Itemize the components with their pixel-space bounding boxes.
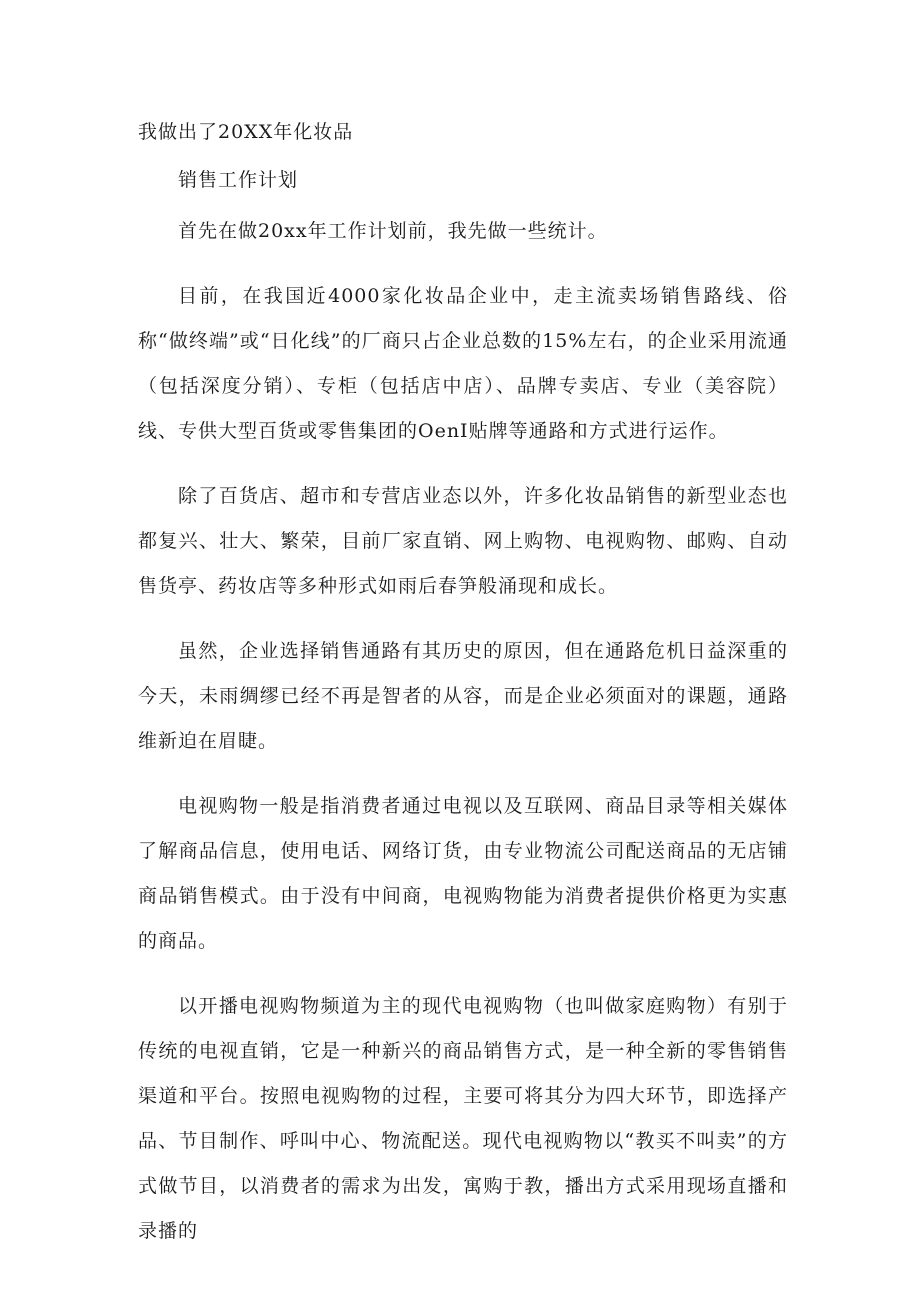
paragraph-tv-shopping-definition: 电视购物一般是指消费者通过电视以及互联网、商品目录等相关媒体了解商品信息，使用电话、网络订货，由专业物流公司配送商品的无店铺商品销售模式。由于没有中间商，电视购物能为消费者提供价格更为实惠的商品。 [138,795,788,952]
document-page [138,113,788,1274]
title-line-2: 销售工作计划 [178,169,299,191]
paragraph-channel-crisis: 虽然，企业选择销售通路有其历史的原因，但在通路危机日益深重的今天，未雨绸缪已经不再是智者的从容，而是企业必须面对的课题，通路维新迫在眉睫。 [138,640,788,752]
paragraph-modern-tv-shopping: 以开播电视购物频道为主的现代电视购物（也叫做家庭购物）有别于传统的电视直销，它是一种新兴的商品销售方式，是一种全新的零售销售渠道和平台。按照电视购物的过程，主要可将其分为四大环节，即选择产品、节目制作、呼叫中心、物流配送。现代电视购物以“教买不叫卖”的方式做节目，以消费者的需求为出发，寓购于教，播出方式采用现场直播和录播的 [138,995,788,1242]
paragraph-new-formats: 除了百货店、超市和专营店业态以外，许多化妆品销售的新型业态也都复兴、壮大、繁荣，目前厂家直销、网上购物、电视购物、邮购、自动售货亭、药妆店等多种形式如雨后春笋般涌现和成长。 [138,485,788,597]
paragraph-statistics-intro: 首先在做20xx年工作计划前，我先做一些统计。 [178,220,608,242]
title-line-1: 我做出了20XX年化妆品 [138,121,354,143]
paragraph-market-channels: 目前，在我国近4000家化妆品企业中，走主流卖场销售路线、俗称“做终端”或“日化线”的厂商只占企业总数的15%左右，的企业采用流通（包括深度分销）、专柜（包括店中店）、品牌专卖店、专业（美容院）线、专供大型百货或零售集团的OenI贴牌等通路和方式进行运作。 [138,285,788,442]
